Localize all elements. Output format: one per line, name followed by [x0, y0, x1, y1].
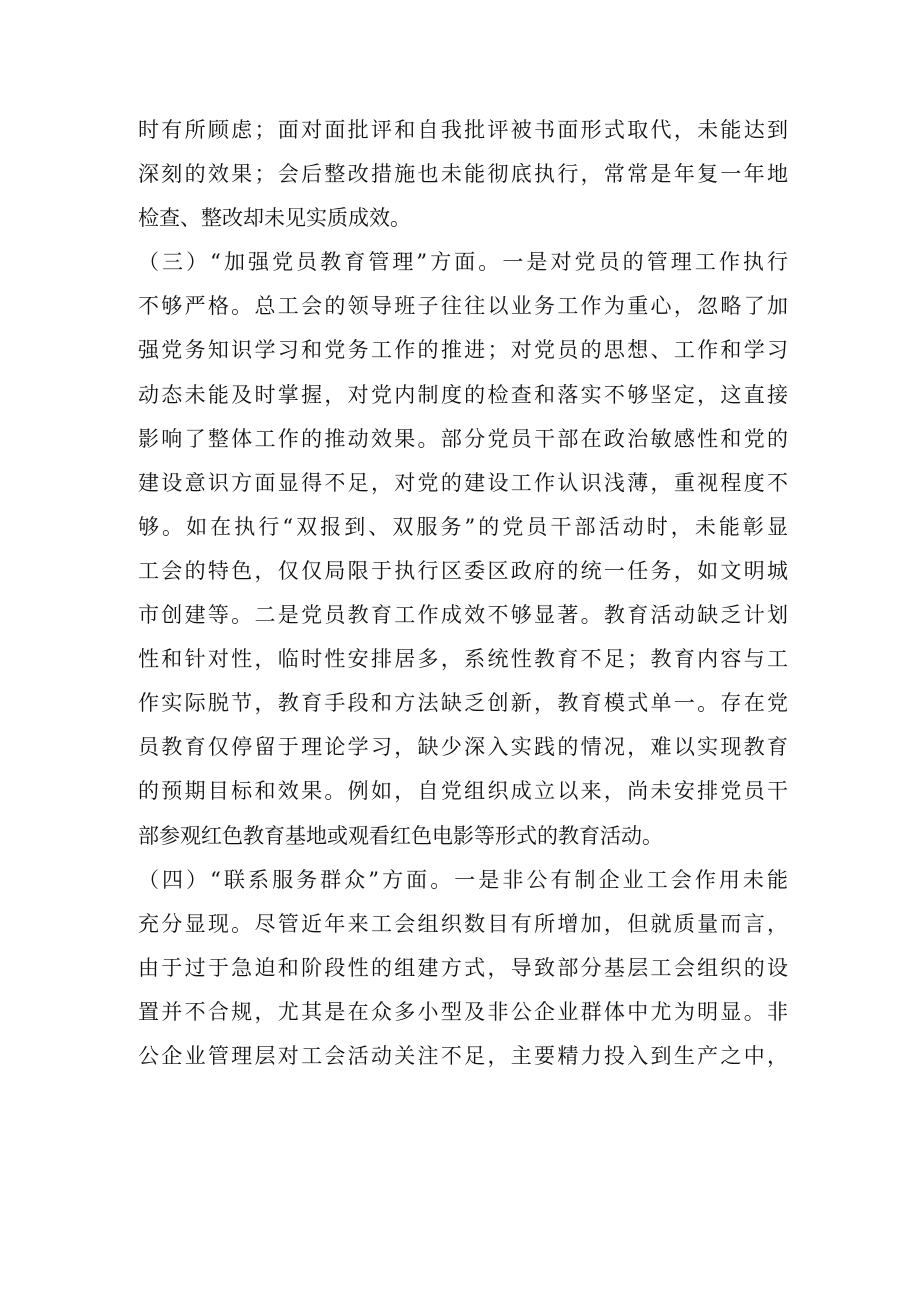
text-line: 部参观红色教育基地或观看红色电影等形式的教育活动。 [138, 823, 663, 848]
text-line: 工会的特色，仅仅局限于执行区委区政府的统一任务，如文明城 [138, 558, 788, 583]
section-heading-line: （三）“加强党员教育管理”方面。一是对党员的管理工作执行 [138, 250, 788, 275]
text-line: 检查、整改却未见实质成效。 [138, 206, 411, 231]
text-line: 够。如在执行“双报到、双服务”的党员干部活动时，未能彰显 [138, 514, 788, 539]
text-line: 深刻的效果；会后整改措施也未能彻底执行，常常是年复一年地 [138, 162, 788, 187]
text-line: 时有所顾虑；面对面批评和自我批评被书面形式取代，未能达到 [138, 118, 788, 142]
text-line: 动态未能及时掌握，对党内制度的检查和落实不够坚定，这直接 [138, 382, 788, 407]
text-line: 置并不合规，尤其是在众多小型及非公企业群体中尤为明显。非 [138, 999, 788, 1024]
text-line: 充分显现。尽管近年来工会组织数目有所增加，但就质量而言， [138, 911, 788, 936]
text-line: 作实际脱节，教育手段和方法缺乏创新，教育模式单一。存在党 [138, 691, 788, 716]
text-line: 的预期目标和效果。例如，自党组织成立以来，尚未安排党员干 [138, 779, 788, 804]
text-line: 员教育仅停留于理论学习，缺少深入实践的情况，难以实现教育 [138, 735, 788, 760]
text-line: 市创建等。二是党员教育工作成效不够显著。教育活动缺乏计划 [138, 603, 788, 628]
text-line: 公企业管理层对工会活动关注不足，主要精力投入到生产之中， [138, 1043, 788, 1068]
text-line: 性和针对性，临时性安排居多，系统性教育不足；教育内容与工 [138, 647, 788, 672]
text-line: 强党务知识学习和党务工作的推进；对党员的思想、工作和学习 [138, 338, 788, 363]
text-line: 不够严格。总工会的领导班子往往以业务工作为重心，忽略了加 [138, 294, 788, 319]
text-line: 建设意识方面显得不足，对党的建设工作认识浅薄，重视程度不 [138, 470, 788, 495]
text-line: 影响了整体工作的推动效果。部分党员干部在政治敏感性和党的 [138, 426, 788, 451]
section-heading-line: （四）“联系服务群众”方面。一是非公有制企业工会作用未能 [138, 867, 788, 892]
body-text [138, 108, 788, 1078]
text-line: 由于过于急迫和阶段性的组建方式，导致部分基层工会组织的设 [138, 955, 788, 980]
